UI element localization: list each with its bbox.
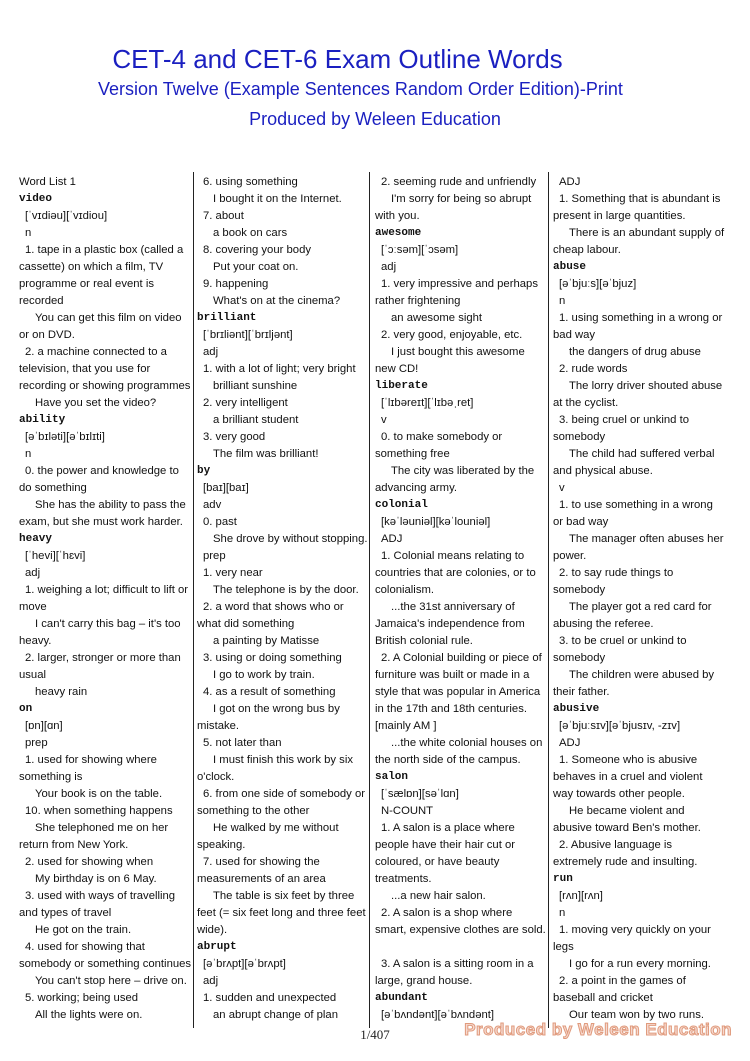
entry-line: their father. <box>553 686 610 698</box>
entry-line: The city was liberated by the <box>391 465 535 477</box>
entry-line: I just bought this awesome <box>391 346 525 358</box>
entry-line: colonialism. <box>375 584 435 596</box>
entry-line: 1. used for showing where <box>25 754 157 766</box>
entry-line: 2. Abusive language is <box>559 839 673 851</box>
entry-line: n <box>559 907 566 919</box>
entry-line: [ˈhevi][ˈhɛvi] <box>25 550 86 562</box>
entry-line: and types of travel <box>19 907 112 919</box>
word-column-1 <box>19 174 191 1024</box>
entry-line: I can't carry this bag – it's too <box>35 618 181 630</box>
entry-line: adj <box>203 975 219 987</box>
entry-line: treatments. <box>375 873 432 885</box>
entry-line: 1. to use something in a wrong <box>559 499 713 511</box>
entry-line: You can't stop here – drive on. <box>35 975 187 987</box>
entry-line: 10. when something happens <box>25 805 173 817</box>
entry-line: [əˈbɪləti][əˈbɪlɪti] <box>25 431 105 443</box>
entry-line: I'm sorry for being so abrupt <box>391 193 532 205</box>
entry-line: large, grand house. <box>375 975 473 987</box>
entry-line: 5. not later than <box>203 737 282 749</box>
entry-line: I go to work by train. <box>213 669 315 681</box>
entry-line: with you. <box>375 210 420 222</box>
entry-line: and physical abuse. <box>553 465 653 477</box>
entry-line: legs <box>553 941 574 953</box>
entry-line: [baɪ][baɪ] <box>203 482 249 494</box>
word-list-heading: Word List 1 <box>19 176 76 188</box>
entry-line: He became violent and <box>569 805 685 817</box>
entry-line: abusing the referee. <box>553 618 654 630</box>
entry-line: 3. used with ways of travelling <box>25 890 176 902</box>
entry-line: something is <box>19 771 83 783</box>
entry-line: power. <box>553 550 587 562</box>
entry-line: baseball and cricket <box>553 992 653 1004</box>
entry-line: The telephone is by the door. <box>213 584 359 596</box>
entry-line: 4. as a result of something <box>203 686 336 698</box>
entry-line: [ˈɔːsəm][ˈɔsəm] <box>381 244 459 256</box>
headword: abundant <box>375 992 428 1004</box>
entry-line: [mainly AM ] <box>375 720 437 732</box>
entry-line: ...the 31st anniversary of <box>391 601 515 613</box>
entry-line: She telephoned me on her <box>35 822 169 834</box>
entry-line: prep <box>203 550 226 562</box>
entry-line: [əˈbjuːsɪv][əˈbjusɪv, -zɪv] <box>559 720 681 732</box>
entry-line: wide). <box>197 924 228 936</box>
entry-line: behaves in a cruel and violent <box>553 771 703 783</box>
entry-line: o'clock. <box>197 771 235 783</box>
entry-line: The player got a red card for <box>569 601 712 613</box>
headword: salon <box>375 771 409 783</box>
headword: heavy <box>19 533 53 545</box>
entry-line: 7. about <box>203 210 244 222</box>
entry-line: speaking. <box>197 839 246 851</box>
entry-line: n <box>25 448 32 460</box>
entry-line: somebody <box>553 584 606 596</box>
entry-line: 2. A Colonial building or piece of <box>381 652 542 664</box>
entry-line: 2. a machine connected to a <box>25 346 167 358</box>
entry-line: the dangers of drug abuse <box>569 346 701 358</box>
headword: video <box>19 193 53 205</box>
entry-line: The film was brilliant! <box>213 448 319 460</box>
entry-line: My birthday is on 6 May. <box>35 873 157 885</box>
entry-line: ADJ <box>559 737 581 749</box>
entry-line: new CD! <box>375 363 419 375</box>
entry-line: or on DVD. <box>19 329 75 341</box>
entry-line: I must finish this work by six <box>213 754 353 766</box>
entry-line: adj <box>25 567 41 579</box>
entry-line: [ˈsælɒn][səˈlɑn] <box>381 788 459 800</box>
entry-line: 2. very good, enjoyable, etc. <box>381 329 523 341</box>
entry-line: smart, expensive clothes are sold. <box>375 924 546 936</box>
entry-line: 2. a point in the games of <box>559 975 686 987</box>
entry-line: I go for a run every morning. <box>569 958 711 970</box>
entry-line: ADJ <box>381 533 403 545</box>
entry-line: v <box>559 482 565 494</box>
entry-line: Jamaica's independence from <box>375 618 525 630</box>
entry-line: adv <box>203 499 222 511</box>
producer-line: Produced by Weleen Education <box>249 109 501 129</box>
entry-line: 6. using something <box>203 176 298 188</box>
entry-line: recording or showing programmes <box>19 380 191 392</box>
entry-line: [ˈlɪbəreɪt][ˈlɪbəˌret] <box>381 397 474 409</box>
entry-line: 2. rude words <box>559 363 628 375</box>
entry-line: feet (= six feet long and three feet <box>197 907 366 919</box>
headword: awesome <box>375 227 422 239</box>
entry-line: adj <box>203 346 219 358</box>
entry-line: cheap labour. <box>553 244 621 256</box>
entry-line: n <box>25 227 32 239</box>
entry-line: The child had suffered verbal <box>569 448 715 460</box>
word-column-4 <box>553 174 731 1024</box>
entry-line: N-COUNT <box>381 805 434 817</box>
page-number: 1/407 <box>360 1027 390 1042</box>
headword: ability <box>19 414 66 426</box>
entry-line: somebody <box>553 652 606 664</box>
entry-line: 9. happening <box>203 278 269 290</box>
entry-line: the north side of the campus. <box>375 754 521 766</box>
headword: liberate <box>375 380 428 392</box>
entry-line: [əˈbjuːs][əˈbjuz] <box>559 278 637 290</box>
entry-line: adj <box>381 261 397 273</box>
entry-line: 2. very intelligent <box>203 397 288 409</box>
entry-line: 1. A salon is a place where <box>381 822 515 834</box>
entry-line: British colonial rule. <box>375 635 473 647</box>
entry-line: at the cyclist. <box>553 397 619 409</box>
entry-line: 1. sudden and unexpected <box>203 992 337 1004</box>
entry-line: [əˈbrʌpt][əˈbrʌpt] <box>203 958 286 970</box>
column-divider <box>369 172 370 1028</box>
entry-line: ...a new hair salon. <box>391 890 486 902</box>
entry-line: 2. A salon is a shop where <box>381 907 513 919</box>
entry-line: do something <box>19 482 87 494</box>
entry-line: a book on cars <box>213 227 288 239</box>
entry-line: 2. a word that shows who or <box>203 601 344 613</box>
entry-line: Put your coat on. <box>213 261 299 273</box>
entry-line: ADJ <box>559 176 581 188</box>
entry-line: She has the ability to pass the <box>35 499 186 511</box>
entry-line: [əˈbʌndənt][əˈbʌndənt] <box>381 1009 495 1021</box>
entry-line: 2. used for showing when <box>25 856 154 868</box>
entry-line: You can get this film on video <box>35 312 182 324</box>
entry-line: [ɒn][ɑn] <box>25 720 63 732</box>
entry-line: 7. used for showing the <box>203 856 320 868</box>
entry-line: [rʌn][rʌn] <box>559 890 603 902</box>
entry-line: 1. with a lot of light; very bright <box>203 363 356 375</box>
entry-line: Your book is on the table. <box>35 788 163 800</box>
entry-line: 3. A salon is a sitting room in a <box>381 958 534 970</box>
entry-line: [kəˈləuniəl][kəˈlouniəl] <box>381 516 491 528</box>
entry-line <box>375 939 547 956</box>
entry-line: way towards other people. <box>553 788 685 800</box>
word-column-3 <box>375 174 547 1024</box>
entry-line: Have you set the video? <box>35 397 157 409</box>
entry-line: n <box>559 295 566 307</box>
entry-line: The children were abused by <box>569 669 715 681</box>
entry-line: 2. seeming rude and unfriendly <box>381 176 537 188</box>
entry-line: 0. to make somebody or <box>381 431 503 443</box>
entry-line: I got on the wrong bus by <box>213 703 340 715</box>
entry-line: 6. from one side of somebody or <box>203 788 366 800</box>
entry-line: programme or real event is <box>19 278 154 290</box>
entry-line: There is an abundant supply of <box>569 227 725 239</box>
entry-line: furniture was built or made in a <box>375 669 530 681</box>
entry-line: 1. very near <box>203 567 263 579</box>
entry-line: He walked by me without <box>213 822 339 834</box>
entry-line: 1. using something in a wrong or <box>559 312 723 324</box>
entry-line: style that was popular in America <box>375 686 541 698</box>
document-title: CET-4 and CET-6 Exam Outline Words <box>112 44 563 74</box>
headword: abrupt <box>197 941 237 953</box>
headword: on <box>19 703 33 715</box>
entry-line: The lorry driver shouted abuse <box>569 380 723 392</box>
entry-line: 2. to say rude things to <box>559 567 674 579</box>
entry-line: return from New York. <box>19 839 129 851</box>
entry-line: rather frightening <box>375 295 461 307</box>
entry-line: move <box>19 601 47 613</box>
entry-line: 3. being cruel or unkind to <box>559 414 689 426</box>
headword: abuse <box>553 261 587 273</box>
entry-line: somebody or something continues <box>19 958 191 970</box>
entry-line: mistake. <box>197 720 240 732</box>
entry-line: [ˈvɪdiəu][ˈvɪdiou] <box>25 210 108 222</box>
entry-line: heavy. <box>19 635 52 647</box>
entry-line: 1. weighing a lot; difficult to lift or <box>25 584 189 596</box>
entry-line: He got on the train. <box>35 924 132 936</box>
document-subtitle: Version Twelve (Example Sentences Random Order Edition)-Print <box>98 79 623 99</box>
headword: brilliant <box>197 312 257 324</box>
entry-line: abusive toward Ben's mother. <box>553 822 701 834</box>
entry-line: The table is six feet by three <box>213 890 355 902</box>
entry-line: 8. covering your body <box>203 244 312 256</box>
entry-line: [ˈbrɪliənt][ˈbrɪljənt] <box>203 329 293 341</box>
entry-line: 3. using or doing something <box>203 652 342 664</box>
entry-line: heavy rain <box>35 686 88 698</box>
entry-line: 5. working; being used <box>25 992 139 1004</box>
entry-line: something free <box>375 448 450 460</box>
word-column-2 <box>197 174 367 1024</box>
watermark: Produced by Weleen Education <box>464 1020 732 1039</box>
entry-line: somebody <box>553 431 606 443</box>
entry-line: 3. to be cruel or unkind to <box>559 635 687 647</box>
entry-line: 1. Colonial means relating to <box>381 550 525 562</box>
entry-line: What's on at the cinema? <box>213 295 341 307</box>
entry-line: 3. very good <box>203 431 266 443</box>
entry-line: ...the white colonial houses on <box>391 737 543 749</box>
column-divider <box>548 172 549 1028</box>
entry-line: brilliant sunshine <box>213 380 298 392</box>
entry-line: television, that you use for <box>19 363 151 375</box>
entry-line: prep <box>25 737 48 749</box>
entry-line: 0. past <box>203 516 237 528</box>
entry-line: 1. very impressive and perhaps <box>381 278 538 290</box>
entry-line: v <box>381 414 387 426</box>
entry-line: a painting by Matisse <box>213 635 320 647</box>
entry-line: or bad way <box>553 516 609 528</box>
entry-line: extremely rude and insulting. <box>553 856 698 868</box>
entry-line: bad way <box>553 329 596 341</box>
entry-line: 1. tape in a plastic box (called a <box>25 244 184 256</box>
entry-line: coloured, or have beauty <box>375 856 500 868</box>
entry-line: people have their hair cut or <box>375 839 516 851</box>
headword: abusive <box>553 703 600 715</box>
entry-line: an abrupt change of plan <box>213 1009 338 1021</box>
page-header <box>0 0 750 150</box>
entry-line: what did something <box>197 618 295 630</box>
entry-line: a brilliant student <box>213 414 299 426</box>
entry-line: countries that are colonies, or to <box>375 567 536 579</box>
entry-line: recorded <box>19 295 64 307</box>
entry-line: advancing army. <box>375 482 458 494</box>
entry-line: exam, but she must work harder. <box>19 516 183 528</box>
entry-line: The manager often abuses her <box>569 533 724 545</box>
entry-line: cassette) on which a film, TV <box>19 261 164 273</box>
entry-line: usual <box>19 669 47 681</box>
entry-line: She drove by without stopping. <box>213 533 367 545</box>
entry-line: something to the other <box>197 805 310 817</box>
entry-line: 1. moving very quickly on your <box>559 924 711 936</box>
entry-line: 1. Something that is abundant is <box>559 193 721 205</box>
entry-line: in the 17th and 18th centuries. <box>375 703 527 715</box>
entry-line: 1. Someone who is abusive <box>559 754 698 766</box>
entry-line: measurements of an area <box>197 873 326 885</box>
headword: run <box>553 873 573 885</box>
entry-line: All the lights were on. <box>35 1009 143 1021</box>
entry-line: present in large quantities. <box>553 210 686 222</box>
entry-line: 4. used for showing that <box>25 941 145 953</box>
entry-line: I bought it on the Internet. <box>213 193 342 205</box>
entry-line: an awesome sight <box>391 312 483 324</box>
headword: by <box>197 465 211 477</box>
headword: colonial <box>375 499 428 511</box>
entry-line: 0. the power and knowledge to <box>25 465 179 477</box>
entry-line: Our team won by two runs. <box>569 1009 704 1021</box>
entry-line: 2. larger, stronger or more than <box>25 652 181 664</box>
column-divider <box>193 172 194 1028</box>
